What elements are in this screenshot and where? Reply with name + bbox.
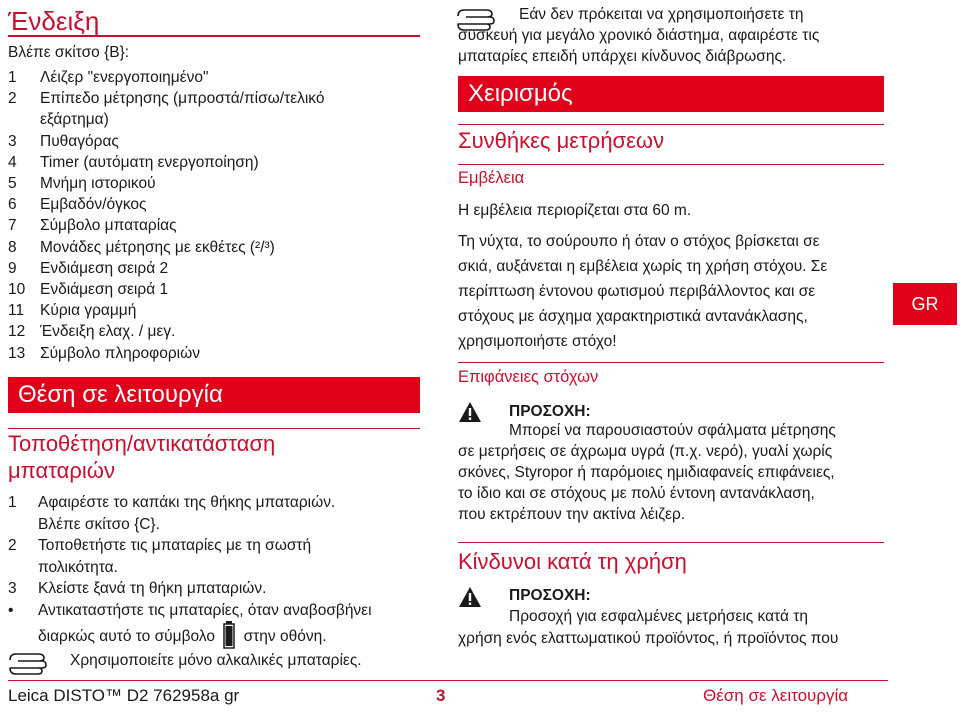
legend-item-number: 11 <box>8 302 25 320</box>
legend-item-number: 7 <box>8 217 17 235</box>
legend-item-text: Επίπεδο μέτρησης (μπροστά/πίσω/τελικό <box>40 90 325 108</box>
caution-label-2: ΠΡΟΣΟΧΗ: <box>509 587 591 604</box>
battery-step-text: Βλέπε σκίτσο {C}. <box>38 515 160 533</box>
battery-step <box>8 492 335 513</box>
legend-item <box>8 131 119 152</box>
storage-note-line1: Εάν δεν πρόκειται να χρησιμοποιήσετε τη <box>519 6 804 23</box>
note-hand-icon <box>8 648 48 676</box>
bullet-text-line2b: στην οθόνη. <box>243 628 327 645</box>
legend-item-text: εξάρτημα) <box>40 111 109 129</box>
legend-item-text: Ενδιάμεση σειρά 2 <box>40 259 169 277</box>
battery-bullet-item <box>8 600 372 621</box>
legend-item-text: Timer (αυτόματη ενεργοποίηση) <box>40 153 259 171</box>
legend-item <box>8 173 156 194</box>
legend-item-number: 3 <box>8 132 17 150</box>
storage-note-line3: μπαταρίες επειδή υπάρχει κίνδυνος διάβρωσης. <box>458 48 787 65</box>
caution2-line2: χρήση ενός ελαττωματικού προϊόντος, ή προϊόντος που <box>458 630 839 647</box>
legend-item-text: Ενδιάμεση σειρά 1 <box>40 281 169 298</box>
battery-step-number: 1 <box>8 494 17 511</box>
caution1-line1: Μπορεί να παρουσιαστούν σφάλματα μέτρησης <box>509 422 836 439</box>
dangers-title: Κίνδυνοι κατά τη χρήση <box>458 549 687 574</box>
battery-step-text: Τοποθετήστε τις μπαταρίες με τη σωστή <box>38 537 312 554</box>
range-text: Η εμβέλεια περιορίζεται στα 60 m. <box>458 202 692 219</box>
caution1-line3: σκόνες, Styropor ή παρόμοιες ημιδιαφανείς επιφάνειες, <box>458 464 835 481</box>
legend-item-number: 10 <box>8 281 26 298</box>
battery-step <box>8 578 266 599</box>
range-para-5: χρησιμοποιήστε στόχο! <box>458 333 617 350</box>
legend-item <box>8 300 136 321</box>
legend-item <box>8 152 259 173</box>
legend-item <box>8 343 200 364</box>
legend-item-number: 5 <box>8 175 17 192</box>
battery-step-number: 2 <box>8 537 17 554</box>
range-rule <box>458 164 884 165</box>
operation-banner: Χειρισμός <box>458 76 884 112</box>
battery-step-text: Κλείστε ξανά τη θήκη μπαταριών. <box>38 580 267 597</box>
battery-section-title-line2: μπαταριών <box>8 458 115 483</box>
language-tab: GR <box>893 283 957 325</box>
commissioning-banner: Θέση σε λειτουργία <box>8 377 420 413</box>
range-para-1: Τη νύχτα, το σούρουπο ή όταν ο στόχος βρίσκεται σε <box>458 233 820 250</box>
alkaline-note: Χρησιμοποιείτε μόνο αλκαλικές μπαταρίες. <box>70 652 362 669</box>
legend-item-text: Σύμβολο μπαταρίας <box>40 217 177 235</box>
battery-bullet-item-line2 <box>38 621 327 649</box>
legend-item-text: Πυθαγόρας <box>40 132 119 150</box>
range-title: Εμβέλεια <box>458 169 525 187</box>
legend-item-number: 2 <box>8 90 17 108</box>
footer-product: Leica DISTO™ D2 762958a gr <box>8 686 240 705</box>
range-para-2: σκιά, αυξάνεται η εμβέλεια χωρίς τη χρήση στόχου. Σε <box>458 258 828 275</box>
legend-item <box>8 194 146 215</box>
legend-item-text: Λέιζερ "ενεργοποιημένο" <box>40 69 209 86</box>
legend-item-text: Ένδειξη ελαχ. / μεγ. <box>40 323 176 341</box>
dangers-rule <box>458 542 884 543</box>
legend-item-number: 12 <box>8 323 26 341</box>
legend-item <box>8 321 175 342</box>
range-para-3: περίπτωση έντονου φωτισμού περιβάλλοντος και σε <box>458 283 816 300</box>
legend-item <box>8 215 177 236</box>
caution1-line5: που εκτρέπουν την ακτίνα λέιζερ. <box>458 506 686 523</box>
battery-step <box>8 535 311 556</box>
legend-item-number: 9 <box>8 259 17 277</box>
legend-item-number: 4 <box>8 153 17 171</box>
caution1-line2: σε μετρήσεις σε άχρωμα υγρά (π.χ. νερό), γυαλί χωρίς <box>458 443 833 460</box>
footer-section: Θέση σε λειτουργία <box>703 686 849 705</box>
section-title-display: Ένδειξη <box>8 6 100 36</box>
legend-item-number: 6 <box>8 196 17 214</box>
legend-item-number: 8 <box>8 238 17 256</box>
legend-item <box>8 88 324 109</box>
caution-label-1: ΠΡΟΣΟΧΗ: <box>509 403 591 420</box>
surfaces-title: Επιφάνειες στόχων <box>458 368 599 386</box>
title-rule <box>8 35 420 37</box>
bullet-text-line1: Αντικαταστήστε τις μπαταρίες, όταν αναβοσβήνει <box>38 602 372 619</box>
see-sketch-b: Βλέπε σκίτσο {B}: <box>8 44 130 61</box>
battery-section-title-line1: Τοποθέτηση/αντικατάσταση <box>8 431 276 456</box>
battery-step <box>8 557 118 578</box>
legend-item-text: Σύμβολο πληροφοριών <box>40 344 200 362</box>
bullet-text-line2a: διαρκώς αυτό το σύμβολο <box>38 628 215 645</box>
warning-icon <box>458 401 482 423</box>
battery-step-number: 3 <box>8 580 17 597</box>
legend-item <box>8 258 168 279</box>
legend-item-text: Κύρια γραμμή <box>40 302 137 320</box>
legend-item <box>8 279 168 300</box>
legend-item-text: Εμβαδόν/όγκος <box>40 196 147 214</box>
battery-section-rule <box>8 428 420 429</box>
legend-item-text: Μονάδες μέτρησης με εκθέτες (²/³) <box>40 238 275 256</box>
legend-item-number: 13 <box>8 344 26 362</box>
page-number: 3 <box>436 686 446 705</box>
footer-rule <box>8 680 888 681</box>
range-para-4: στόχους με άσχημα χαρακτηριστικά αντανάκλασης, <box>458 308 808 325</box>
legend-item <box>8 67 209 88</box>
legend-item-number: 1 <box>8 69 17 86</box>
surfaces-rule <box>458 362 884 363</box>
caution2-line1: Προσοχή για εσφαλμένες μετρήσεις κατά τη <box>509 608 808 625</box>
battery-step-text: Αφαιρέστε το καπάκι της θήκης μπαταριών. <box>38 494 336 511</box>
legend-item <box>8 237 275 258</box>
legend-item <box>8 109 109 130</box>
warning-icon <box>458 586 482 608</box>
battery-step <box>8 514 160 535</box>
battery-step-text: πολικότητα. <box>38 558 118 576</box>
storage-note-line2: συσκευή για μεγάλο χρονικό διάστημα, αφαιρέστε τις <box>458 27 820 44</box>
caution1-line4: το ίδιο και σε στόχους με πολύ έντονη αντανάκλαση, <box>458 485 815 502</box>
conditions-rule <box>458 124 884 125</box>
bullet-mark: • <box>8 602 14 619</box>
legend-item-text: Μνήμη ιστορικού <box>40 175 156 192</box>
conditions-title: Συνθήκες μετρήσεων <box>458 128 665 153</box>
battery-icon <box>223 621 235 649</box>
